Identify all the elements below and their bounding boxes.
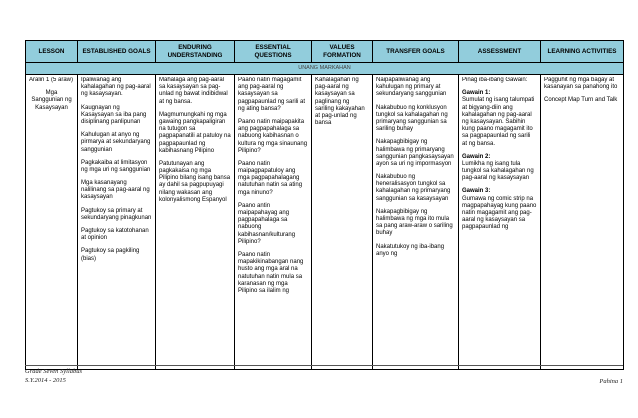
assessment-activity (462, 90, 537, 148)
goal-item: Pagtukoy sa primary at sekundaryang pinagkunan (81, 207, 152, 221)
footer-left (25, 368, 82, 386)
header-assessment: ASSESSMENT (459, 41, 541, 63)
header-essential-questions: ESSENTIAL QUESTIONS (235, 41, 312, 63)
activity-text: Lumikha ng isang tula tungkol sa kahalagahan ng pag-aaral ng kasaysayan (462, 160, 534, 182)
activity-title: Gawain 1: (462, 90, 491, 97)
question-item: Paano antin maipapahayag ang pagpapahalaga sa nabuong kabihasnan/kulturang Pilipino? (238, 202, 296, 245)
page-number: Pahina 1 (599, 378, 623, 385)
transfer-item: Nakabubuo ng konklusyon tungkol sa kahalagahan ng primaryang sanggunian sa sariling buhay (376, 104, 448, 133)
header-learning-activities: LEARNING ACTIVITIES (541, 41, 624, 63)
footer-school-year: S.Y.2014 - 2015 (25, 376, 66, 384)
goal-item: Pagkakaiba at limitasyon ng mga uri ng sanggunian (81, 159, 151, 173)
activity-title: Gawain 3: (462, 188, 491, 195)
essential-questions-cell (235, 75, 312, 370)
footer-course: Grade Seven Syllabus (25, 368, 83, 375)
assessment-intro: Pinag iba-ibang Gawain: (462, 77, 528, 83)
value-item: Kahalagahan ng pag-aaral ng kasaysayan sa paglinang ng sariling kakayahan at pag-unlad ng bansa (315, 77, 365, 127)
lesson-row (26, 75, 624, 370)
lesson-number: Aralin 1 (5 araw) (29, 77, 74, 83)
question-item: Paano natin mapakikinabangan nang husto ang mga aral na natutuhan natin mula sa karanasan ng mga Pilipino sa ilalim ng (238, 251, 304, 294)
goal-item: Mga kasanayang nalilinang sa pag-aaral ng kasaysayan (81, 180, 150, 201)
learning-activities-cell (541, 75, 624, 370)
header-lesson: LESSON (26, 41, 78, 63)
header-values-formation: VALUES FORMATION (312, 41, 373, 63)
understanding-item: Mahalaga ang pag-aaral sa kasaysayan sa pag-unlad ng bawat indibidwal at ng bansa. (159, 77, 228, 105)
enduring-understanding-cell (156, 75, 235, 370)
goal-item: Kaugnayan ng Kasaysayan sa iba pang disiplinang panlipunan (81, 104, 147, 125)
header-transfer-goals: TRANSFER GOALS (373, 41, 459, 63)
assessment-activity (462, 154, 537, 183)
assessment-cell (459, 75, 541, 370)
header-row (26, 41, 624, 63)
goal-item: Ipaliwanag ang kahalagahan ng pag-aaral ng kasaysayan. (81, 77, 151, 98)
understanding-item: Patutunayan ang pagkakaisa ng mga Pilipino bilang isang bansa ay dahil sa pagpupuyagi nilang wakasan ang kolonyalismong Espanyol (159, 160, 231, 203)
subheader-row (26, 63, 624, 75)
activity-text: Sumulat ng isang talumpati at bigyang-diin ang kahalagahan ng pag-aaral ng kasaysayan. Sabihin kung paano magagamit ito sa pagpapaunlad ng sarili at ng bansa. (462, 97, 535, 147)
transfer-item: Nakatutukoy ng iba-ibang anyo ng (376, 243, 445, 257)
syllabus-table (25, 40, 624, 370)
question-item: Paano natin magagamit ang pag-aaral ng kasaysayan sa pagpapaunlad ng sarili at ng ating bansa? (238, 77, 306, 112)
activity-item: Concept Map Turn and Talk (544, 97, 618, 104)
question-item: Paano natin maipagpapatuloy ang mga pagpapahalagang natutuhan natin sa ating mga ninuno? (238, 160, 303, 196)
activity-title: Gawain 2: (462, 153, 491, 160)
transfer-item: Nakapagbibigay ng halimbawa ng primaryang sanggunian pangkasaysayan ayon sa uri ng impormasyon (376, 139, 454, 167)
activity-text: Gumawa ng comic strip na magpapahayag kung paano natin magagamit ang pag-aaral ng kasaysayan sa pagpapaunlad ng (462, 195, 537, 231)
goal-item: Kahulugan at anyo ng pirmarya at sekundaryang sanggunian (81, 132, 151, 153)
question-item: Paano natin maipapakita ang pagpapahalaga sa nabuong kabihasnan o kultura ng mga sinaunang Pilipino? (238, 118, 308, 154)
goal-item: Pagtukoy sa katotohanan at opinion (81, 228, 149, 242)
lesson-cell (26, 75, 78, 370)
values-formation-cell (312, 75, 373, 370)
assessment-activity (462, 188, 537, 231)
transfer-item: Naipapaliwanag ang kahulugan ng primary at sekundaryang sanggunian (376, 77, 447, 98)
transfer-item: Nakapagbibigay ng halimbawa ng mga ito mula sa pang araw-araw o sariling buhay (376, 208, 453, 237)
lesson-title: Mga Sanggunian ng Kasaysayan (31, 90, 72, 111)
understanding-item: Magmumungkahi ng mga gawaing pangkapaligiran na tutugon sa pagpapanatili at patuloy na pagpapaunlad ng kabihasnang Pilipino (159, 111, 231, 154)
transfer-item: Nakabubuo ng heneralisasyon tungkol sa kahalagahan ng primaryang sanggunian sa kasaysayan (376, 174, 451, 202)
footer-divider (25, 365, 623, 366)
header-enduring-understanding: ENDURING UNDERSTANDING (156, 41, 235, 63)
quarter-label: UNANG MARKAHAN (26, 63, 624, 75)
established-goals-cell (78, 75, 156, 370)
goal-item: Pagtukoy sa pagkiling (bias) (81, 248, 140, 262)
activity-item: Pagguhit ng mga bagay at kasanayan sa panahong ito (544, 77, 618, 91)
header-established-goals: ESTABLISHED GOALS (78, 41, 156, 63)
transfer-goals-cell (373, 75, 459, 370)
